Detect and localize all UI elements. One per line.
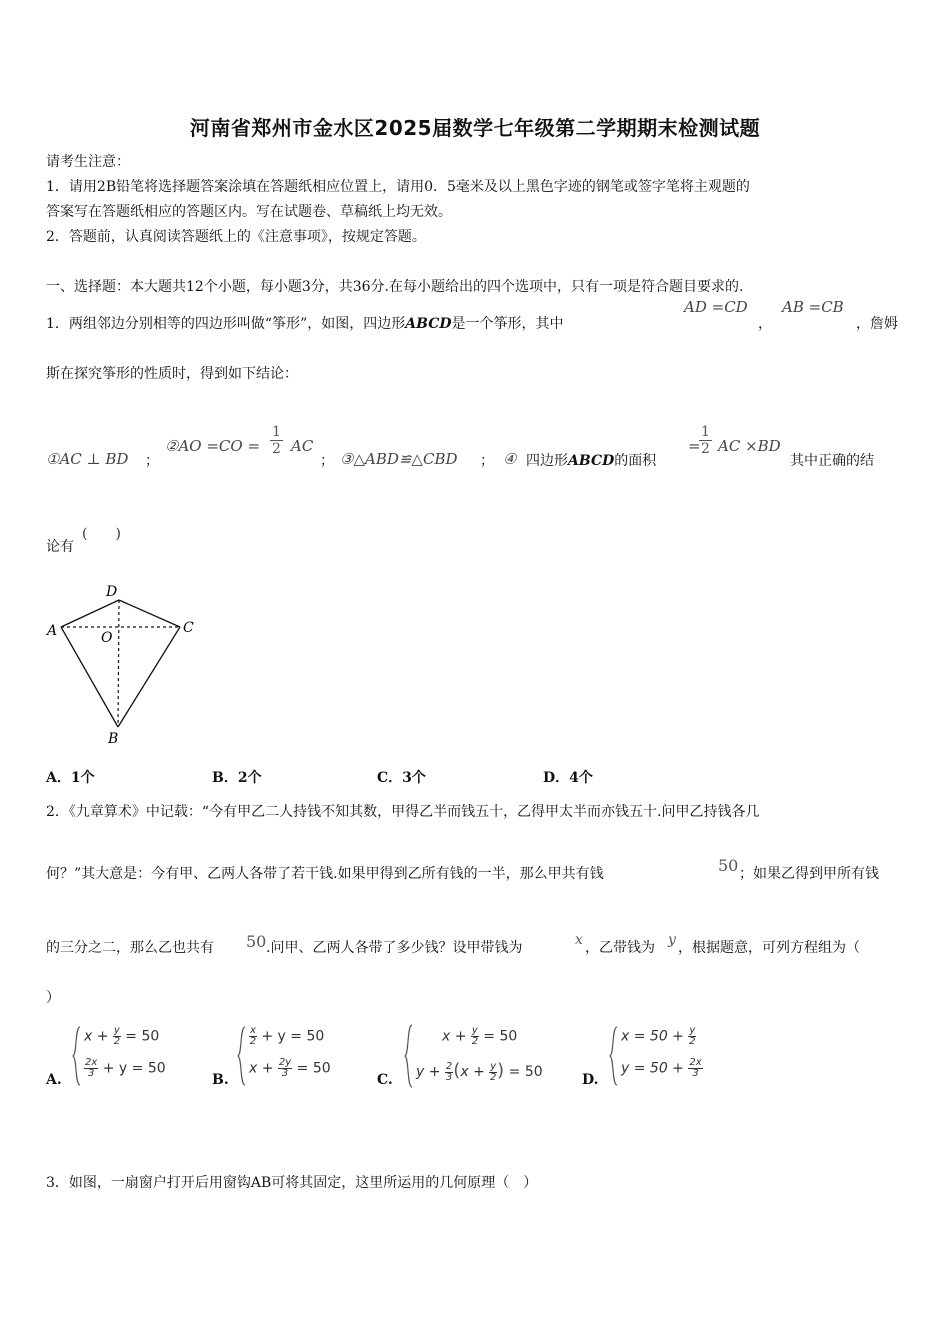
q3-line1: 3．如图，一扇窗户打开后用窗钩AB可将其固定，这里所运用的几何原理（ ） — [46, 1175, 538, 1191]
q1-conclusion-2-frac — [270, 424, 283, 457]
edge-dc — [119, 600, 180, 627]
q1-semi-2: ； — [320, 453, 334, 469]
edge-cb — [118, 627, 180, 727]
q2-system-a[interactable] — [72, 1024, 182, 1088]
q2-line3b: .问甲、乙两人各带了多少钱？设甲带钱为 — [266, 940, 523, 956]
q1-conclusion-4-frac — [699, 424, 712, 457]
section-heading: 一、选择题：本大题共12个小题，每小题3分，共36分.在每小题给出的四个选项中，只有一项是符合题目要求的. — [46, 279, 744, 295]
q2-option-b-label[interactable]: B. — [212, 1072, 229, 1088]
q2-line4: ） — [46, 990, 60, 1006]
q1-line4: 论有 — [46, 539, 74, 555]
brace-icon — [404, 1024, 414, 1088]
q1-text-a: 1．两组邻边分别相等的四边形叫做“筝形”，如图，四边形 — [46, 316, 406, 332]
q1-text-c: ，詹姆 — [856, 316, 898, 332]
label-a: A — [47, 623, 58, 639]
q1-answer-paren: ( ) — [82, 526, 121, 542]
q2-fifty-2: 50 — [246, 932, 267, 951]
notice-heading: 请考生注意： — [46, 154, 130, 170]
frac-den: 2 — [701, 441, 710, 457]
q2-var-x: x — [575, 932, 583, 948]
q2-d-eq1: x = 50 + $\frac{y}{2}$ — [621, 1025, 696, 1047]
q2-line3a: 的三分之二，那么乙也共有 — [46, 940, 214, 956]
q1-c4-mid: 四边形 — [526, 453, 568, 469]
q2-option-a-label[interactable]: A. — [46, 1072, 62, 1088]
q2-line2b: ；如果乙得到甲所有钱 — [739, 866, 879, 882]
q1-option-c[interactable]: C．3个 — [377, 770, 426, 786]
q1-semi-3: ； — [480, 453, 494, 469]
q2-line3d: ，根据题意，可列方程组为（ — [678, 940, 860, 956]
q2-fifty-1: 50 — [718, 856, 739, 875]
q2-option-d-label[interactable]: D. — [582, 1072, 599, 1088]
q1-c4-area: 的面积 — [614, 453, 657, 469]
label-b: B — [108, 731, 119, 747]
diagonal-bd — [118, 600, 119, 727]
q2-a-eq2: $\frac{2x}{3}$ + y = 50 — [85, 1057, 166, 1079]
q1-c4-abcd: ABCD — [568, 453, 615, 469]
q1-tail: 其中正确的结 — [790, 453, 874, 469]
frac-num: 1 — [272, 424, 281, 440]
q2-b-eq1: $\frac{x}{2}$ + y = 50 — [249, 1025, 325, 1047]
q2-line2a: 何？”其大意是：今有甲、乙两人各带了若干钱.如果甲得到乙所有钱的一半，那么甲共有钱 — [46, 866, 604, 882]
q1-conclusion-4-num: ④ — [503, 450, 517, 468]
brace-icon — [237, 1026, 247, 1086]
q2-c-eq1: x + $\frac{y}{2}$ = 50 — [442, 1025, 518, 1047]
q1-math-ad-cd: AD =CD — [684, 298, 748, 316]
q1-conclusion-2-post: AC — [291, 437, 314, 455]
q1-conclusion-1: ①AC ⊥ BD — [46, 450, 129, 468]
q2-b-eq2: x + $\frac{2y}{3}$ = 50 — [249, 1057, 331, 1079]
notice-line-1b: 答案写在答题纸相应的答题区内。写在试题卷、草稿纸上均无效。 — [46, 204, 452, 220]
q1-text-b: 是一个筝形，其中 — [451, 316, 564, 332]
q1-line1 — [46, 314, 563, 334]
brace-icon — [72, 1026, 82, 1086]
q1-option-d[interactable]: D．4个 — [543, 770, 593, 786]
q2-line1: 2．《九章算术》中记载：“今有甲乙二人持钱不知其数，甲得乙半而钱五十，乙得甲太半而亦钱五十.问甲乙持钱各几 — [46, 804, 760, 820]
q2-line3c: ，乙带钱为 — [585, 940, 655, 956]
q1-math-ab-cb: AB =CB — [782, 298, 844, 316]
q2-a-eq1: x + $\frac{y}{2}$ = 50 — [84, 1025, 160, 1047]
q2-option-c-label[interactable]: C. — [377, 1072, 393, 1088]
q1-c4-eq: = — [688, 437, 701, 455]
q1-conclusion-2-pre: ②AO =CO = — [165, 437, 261, 455]
q1-option-b[interactable]: B．2个 — [212, 770, 262, 786]
q1-c4-post: AC ×BD — [718, 437, 781, 455]
q1-option-a[interactable]: A．1个 — [46, 770, 95, 786]
q2-var-y: y — [668, 932, 676, 948]
q1-comma: ， — [758, 316, 772, 332]
q2-system-c[interactable] — [404, 1022, 564, 1090]
label-o: O — [101, 630, 113, 646]
notice-line-1a: 1．请用2B铅笔将选择题答案涂填在答题纸相应位置上，请用0．5毫米及以上黑色字迹的钢笔或签字笔将主观题的 — [46, 179, 750, 195]
q2-d-eq2: y = 50 + $\frac{2x}{3}$ — [621, 1057, 702, 1079]
frac-den: 2 — [272, 441, 281, 457]
kite-figure — [40, 575, 210, 750]
q1-line2: 斯在探究筝形的性质时，得到如下结论： — [46, 366, 298, 382]
q2-system-b[interactable] — [237, 1024, 347, 1088]
label-c: C — [183, 620, 194, 636]
q1-abcd: ABCD — [405, 316, 452, 332]
label-d: D — [106, 584, 118, 600]
q2-system-d[interactable] — [609, 1024, 719, 1088]
brace-icon — [609, 1026, 619, 1086]
q1-conclusion-3: ③△ABD≌△CBD — [340, 450, 458, 468]
frac-num: 1 — [701, 424, 710, 440]
q1-conclusion-4 — [526, 451, 656, 471]
q2-c-eq2: y + $\frac{2}{3}$ (x + $\frac{y}{2}$ ) = 50 — [416, 1060, 543, 1083]
edge-ad — [61, 600, 119, 627]
q1-semi-1: ； — [145, 453, 159, 469]
page-title: 河南省郑州市金水区2025届数学七年级第二学期期末检测试题 — [189, 116, 761, 140]
notice-line-2: 2．答题前，认真阅读答题纸上的《注意事项》，按规定答题。 — [46, 229, 426, 245]
